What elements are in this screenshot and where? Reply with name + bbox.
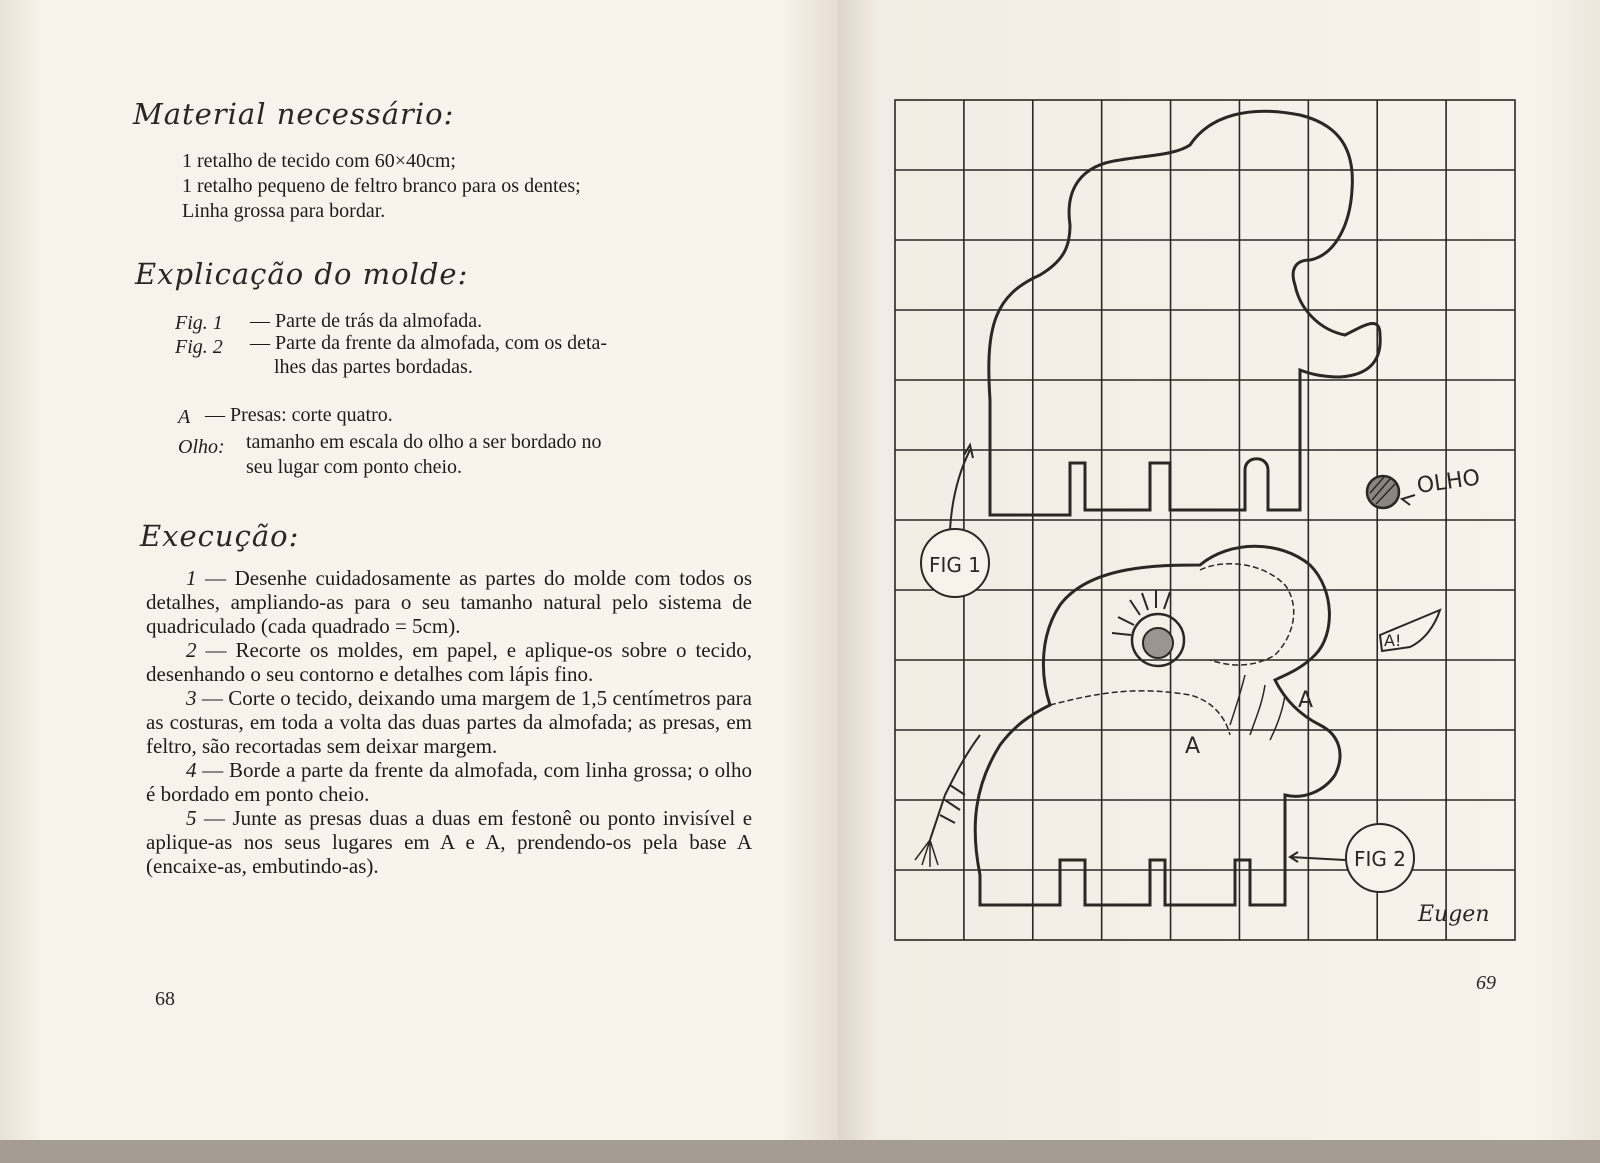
olho-arrow <box>1402 495 1415 505</box>
execucao-steps <box>146 566 752 878</box>
step-3: 3 — Corte o tecido, deixando uma margem de 1,5 centímetros para as costuras, em toda a volta das duas partes da almofada; as presas, em feltro, são recortadas sem deixar margem. <box>146 686 752 758</box>
step-5: 5 — Junte as presas duas a duas em festonê ou ponto invisível e aplique-as nos seus lugares em A e A, prendendo-os pela base A (encaixe-as, embutindo-as). <box>146 806 753 878</box>
elephant-back-outline <box>989 111 1380 515</box>
fig1-arrow <box>950 450 970 530</box>
explicacao-heading: Explicação do molde: <box>135 257 469 291</box>
tusk-label-a2: A <box>1185 734 1201 759</box>
tusk-label-a1: A <box>1298 688 1314 713</box>
material-item-1: 1 retalho de tecido com 60×40cm; <box>182 150 456 172</box>
step-2: 2 — Recorte os moldes, em papel, e aplique-os sobre o tecido, desenhando o seu contorno e detalhes com lápis fino. <box>146 638 753 686</box>
execucao-heading: Execução: <box>140 519 300 553</box>
fig2-arrow <box>1290 852 1345 862</box>
fig1-label: Fig. 1 <box>175 312 223 334</box>
olho-text-2: seu lugar com ponto cheio. <box>246 456 463 478</box>
fig2-label: FIG 2 <box>1354 847 1406 871</box>
fig2-text-1: — Parte da frente da almofada, com os deta- <box>250 332 608 354</box>
material-heading: Material necessário: <box>133 97 455 131</box>
step-1: 1 — Desenhe cuidadosamente as partes do molde com todos os detalhes, ampliando-as para o seu tamanho natural pelo sistema de quadriculado (cada quadrado = 5cm). <box>146 566 752 638</box>
page-number-right: 69 <box>1476 972 1496 994</box>
pattern-grid <box>895 100 1515 940</box>
tail-tassel <box>915 840 938 867</box>
olho-text-1: tamanho em escala do olho a ser bordado no <box>246 431 602 453</box>
pattern-figure <box>890 95 1540 965</box>
olho-label: OLHO <box>1415 465 1482 499</box>
olho-label: Olho: <box>178 436 225 458</box>
material-item-3: Linha grossa para bordar. <box>182 200 386 222</box>
fig1-label: FIG 1 <box>929 553 981 577</box>
a-text: — Presas: corte quatro. <box>205 404 393 426</box>
eye-inner <box>1143 628 1173 658</box>
tail-braid <box>930 735 980 840</box>
material-item-2: 1 retalho pequeno de feltro branco para os dentes; <box>182 175 581 197</box>
head-stitch <box>1050 691 1230 735</box>
page-number-left: 68 <box>155 988 175 1010</box>
elephant-front-outline <box>975 546 1340 905</box>
tusk-piece-label: A! <box>1384 631 1402 650</box>
fig2-label: Fig. 2 <box>175 336 223 358</box>
signature: Eugen <box>1418 902 1490 927</box>
fig1-text: — Parte de trás da almofada. <box>250 310 483 332</box>
table-surface <box>0 1140 1600 1163</box>
a-label: A <box>178 406 191 428</box>
fig2-text-2: lhes das partes bordadas. <box>274 356 473 378</box>
ear-stitch <box>1200 564 1294 665</box>
step-4: 4 — Borde a parte da frente da almofada, com linha grossa; o olho é bordado em ponto cheio. <box>146 758 753 806</box>
